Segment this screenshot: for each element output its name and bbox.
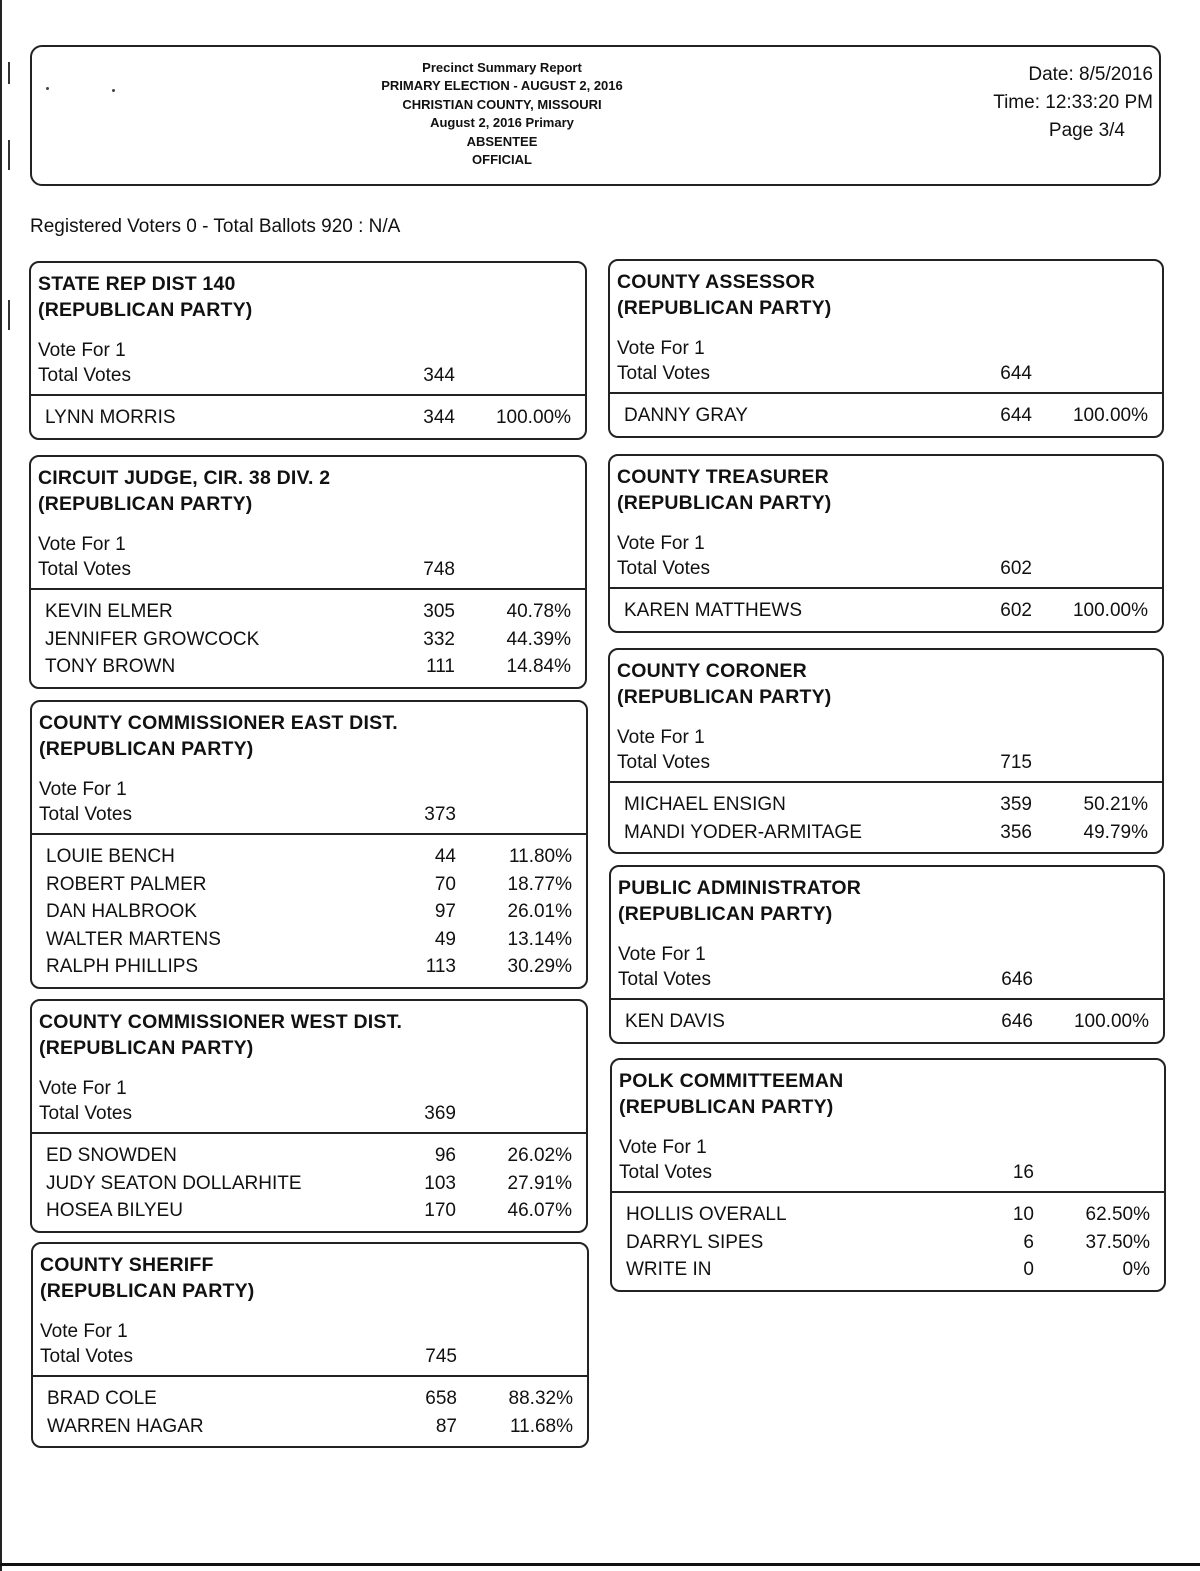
race-title: CIRCUIT JUDGE, CIR. 38 DIV. 2 [38,467,331,489]
race-party: (REPUBLICAN PARTY) [38,299,253,321]
candidate-row [32,843,586,871]
race-party: (REPUBLICAN PARTY) [617,297,832,319]
vote-for-label: Vote For 1 [617,338,705,359]
candidate-row [611,1008,1163,1036]
candidate-name: JUDY SEATON DOLLARHITE [46,1172,302,1194]
county-name: CHRISTIAN COUNTY, MISSOURI [402,96,602,112]
total-votes-label: Total Votes [617,558,710,579]
candidate-percent: 50.21% [1083,794,1148,815]
candidate-votes: 356 [1000,821,1032,843]
candidate-name: JENNIFER GROWCOCK [45,628,260,650]
precinct-name: ABSENTEE [466,133,538,149]
total-votes-row [617,361,1162,386]
candidate-percent: 18.77% [507,873,572,895]
candidate-name: ROBERT PALMER [46,873,207,895]
candidate-row [32,1197,586,1225]
page-bottom-rule [0,1563,1200,1566]
race-divider [33,1375,587,1377]
total-votes-row [619,1160,1164,1185]
candidate-percent: 49.79% [1083,821,1148,843]
candidate-votes: 10 [1012,1204,1034,1225]
candidate-votes: 49 [434,928,456,950]
candidate-votes: 103 [424,1172,456,1194]
candidate-votes: 332 [423,628,455,650]
candidate-votes: 111 [426,656,455,677]
candidate-name: DARRYL SIPES [626,1231,764,1253]
election-label: August 2, 2016 Primary [430,115,574,131]
candidate-votes: 44 [434,846,456,867]
candidate-votes: 70 [434,873,456,895]
candidate-votes: 344 [423,407,455,428]
total-votes-row [39,802,586,827]
race-box [29,261,587,440]
candidate-name: BRAD COLE [47,1388,157,1409]
total-votes-value: 644 [1000,363,1032,384]
candidate-row [31,598,585,626]
total-votes-row [38,557,585,582]
candidate-row [610,791,1162,819]
race-bottom-padding [31,681,585,687]
total-votes-label: Total Votes [40,1346,133,1367]
race-divider [610,392,1162,394]
race-title: COUNTY COMMISSIONER EAST DIST. [39,712,398,734]
total-votes-label: Total Votes [39,804,132,825]
candidate-percent: 11.68% [509,1415,573,1437]
race-box [30,999,588,1233]
race-bottom-padding [32,981,586,987]
candidate-votes: 305 [423,601,455,622]
total-votes-row [617,556,1162,581]
race-bottom-padding [33,1440,587,1446]
candidate-votes: 602 [1000,600,1032,621]
race-bottom-padding [611,1036,1163,1042]
report-time: Time: 12:33:20 PM [993,92,1153,113]
candidate-row [610,597,1162,625]
candidate-votes: 87 [435,1415,457,1437]
candidate-percent: 14.84% [506,656,571,677]
report-status: OFFICIAL [472,152,532,168]
candidate-row [31,653,585,681]
race-divider [611,998,1163,1000]
report-meta [933,61,1153,145]
candidate-percent: 26.02% [507,1145,572,1166]
vote-for-label: Vote For 1 [40,1321,128,1342]
total-votes-row [618,967,1163,992]
total-votes-row [617,750,1162,775]
race-party: (REPUBLICAN PARTY) [617,492,832,514]
race-box [29,455,587,689]
race-box [608,454,1164,633]
candidate-percent: 44.39% [506,628,571,650]
candidate-name: TONY BROWN [45,656,176,677]
total-votes-row [40,1344,587,1369]
race-divider [32,1132,586,1134]
vote-for-label: Vote For 1 [617,533,705,554]
report-title-block [282,59,722,169]
scan-mark [8,140,10,170]
race-bottom-padding [610,430,1162,436]
candidate-percent: 100.00% [495,407,571,428]
candidate-name: MICHAEL ENSIGN [624,794,786,815]
race-bottom-padding [610,846,1162,852]
race-bottom-padding [32,1225,586,1231]
total-votes-label: Total Votes [39,1103,132,1124]
candidate-votes: 0 [1023,1259,1034,1280]
candidate-percent: 88.32% [508,1388,573,1409]
race-party: (REPUBLICAN PARTY) [39,1037,254,1059]
scan-mark [8,62,10,84]
total-votes-label: Total Votes [617,752,710,773]
candidate-percent: 100.00% [1072,600,1148,621]
race-title: COUNTY ASSESSOR [617,271,816,293]
candidate-row [33,1385,587,1413]
race-party: (REPUBLICAN PARTY) [619,1096,834,1118]
candidate-votes: 170 [424,1200,456,1221]
page-edge [0,0,2,1571]
candidate-name: LYNN MORRIS [45,407,176,428]
race-divider [31,588,585,590]
vote-for-label: Vote For 1 [38,534,126,555]
race-party: (REPUBLICAN PARTY) [618,903,833,925]
candidate-name: LOUIE BENCH [46,846,175,867]
race-title: PUBLIC ADMINISTRATOR [618,877,862,899]
candidate-votes: 644 [1000,405,1032,426]
race-divider [610,781,1162,783]
total-votes-value: 715 [1000,752,1032,773]
race-divider [610,587,1162,589]
total-votes-value: 344 [423,365,455,386]
candidate-row [32,953,586,981]
candidate-name: WALTER MARTENS [46,928,221,950]
candidate-votes: 96 [434,1145,456,1166]
election-name: PRIMARY ELECTION - AUGUST 2, 2016 [381,78,623,94]
candidate-name: KEN DAVIS [625,1011,725,1032]
scan-speck [112,89,115,92]
candidate-row [612,1256,1164,1284]
race-title: COUNTY TREASURER [617,466,829,488]
total-votes-row [38,363,585,388]
candidate-name: HOSEA BILYEU [46,1200,183,1221]
race-divider [32,833,586,835]
candidate-votes: 6 [1023,1231,1034,1253]
race-bottom-padding [31,432,585,438]
candidate-percent: 13.14% [507,928,572,950]
candidate-name: KAREN MATTHEWS [624,600,803,621]
candidate-name: RALPH PHILLIPS [46,956,199,977]
candidate-name: HOLLIS OVERALL [626,1204,787,1225]
candidate-name: WARREN HAGAR [47,1415,204,1437]
candidate-percent: 100.00% [1073,1011,1149,1032]
candidate-percent: 62.50% [1085,1204,1150,1225]
candidate-row [612,1229,1164,1257]
race-party: (REPUBLICAN PARTY) [39,738,254,760]
race-title: COUNTY COMMISSIONER WEST DIST. [39,1011,403,1033]
race-party: (REPUBLICAN PARTY) [617,686,832,708]
race-box [608,259,1164,438]
total-votes-value: 369 [424,1103,456,1124]
candidate-votes: 113 [425,956,456,977]
report-title: Precinct Summary Report [422,60,582,75]
race-box [31,1242,589,1448]
total-votes-label: Total Votes [38,559,131,580]
race-title: STATE REP DIST 140 [38,273,236,295]
total-votes-value: 373 [424,804,456,825]
page-number: Page 3/4 [1048,120,1125,141]
candidate-percent: 46.07% [507,1200,572,1221]
candidate-percent: 30.29% [507,956,572,977]
report-date: Date: 8/5/2016 [1028,64,1153,85]
race-box [610,1058,1166,1292]
candidate-row [32,1142,586,1170]
scan-mark [8,300,10,330]
candidate-row [32,926,586,954]
candidate-name: DANNY GRAY [624,405,748,426]
report-header [30,45,1161,186]
candidate-name: WRITE IN [626,1259,712,1280]
total-votes-row [39,1101,586,1126]
vote-for-label: Vote For 1 [39,1078,127,1099]
candidate-percent: 100.00% [1072,405,1148,426]
race-party: (REPUBLICAN PARTY) [40,1280,255,1302]
candidate-name: ED SNOWDEN [46,1145,177,1166]
candidate-row [31,626,585,654]
total-votes-value: 748 [423,559,455,580]
candidate-percent: 40.78% [506,601,571,622]
vote-for-label: Vote For 1 [617,727,705,748]
total-votes-label: Total Votes [619,1162,712,1183]
race-box [30,700,588,989]
candidate-votes: 658 [425,1388,457,1409]
candidate-percent: 0% [1122,1259,1150,1280]
candidate-votes: 646 [1001,1011,1033,1032]
candidate-row [610,819,1162,847]
vote-for-label: Vote For 1 [618,944,706,965]
total-votes-value: 16 [1012,1162,1034,1183]
race-bottom-padding [610,625,1162,631]
candidate-row [32,898,586,926]
candidate-percent: 11.80% [508,846,572,867]
race-box [608,648,1164,854]
vote-for-label: Vote For 1 [39,779,127,800]
candidate-row [33,1413,587,1441]
race-title: COUNTY CORONER [617,660,807,682]
candidate-name: KEVIN ELMER [45,601,173,622]
total-votes-label: Total Votes [618,969,711,990]
scan-speck [46,87,49,90]
total-votes-label: Total Votes [38,365,131,386]
candidate-percent: 37.50% [1085,1231,1150,1253]
total-votes-value: 745 [425,1346,457,1367]
candidate-row [32,871,586,899]
candidate-votes: 97 [434,901,456,922]
candidate-row [610,402,1162,430]
race-party: (REPUBLICAN PARTY) [38,493,253,515]
candidate-name: MANDI YODER-ARMITAGE [624,821,862,843]
registered-voters-line: Registered Voters 0 - Total Ballots 920 : N/A [30,216,401,237]
candidate-name: DAN HALBROOK [46,901,197,922]
candidate-percent: 26.01% [507,901,572,922]
candidate-votes: 359 [1000,794,1032,815]
candidate-row [612,1201,1164,1229]
vote-for-label: Vote For 1 [38,340,126,361]
candidate-row [32,1170,586,1198]
race-title: COUNTY SHERIFF [40,1254,214,1276]
race-bottom-padding [612,1284,1164,1290]
total-votes-value: 646 [1001,969,1033,990]
candidate-percent: 27.91% [507,1172,572,1194]
race-box [609,865,1165,1044]
race-divider [612,1191,1164,1193]
total-votes-label: Total Votes [617,363,710,384]
vote-for-label: Vote For 1 [619,1137,707,1158]
total-votes-value: 602 [1000,558,1032,579]
race-title: POLK COMMITTEEMAN [619,1070,844,1092]
race-divider [31,394,585,396]
candidate-row [31,404,585,432]
